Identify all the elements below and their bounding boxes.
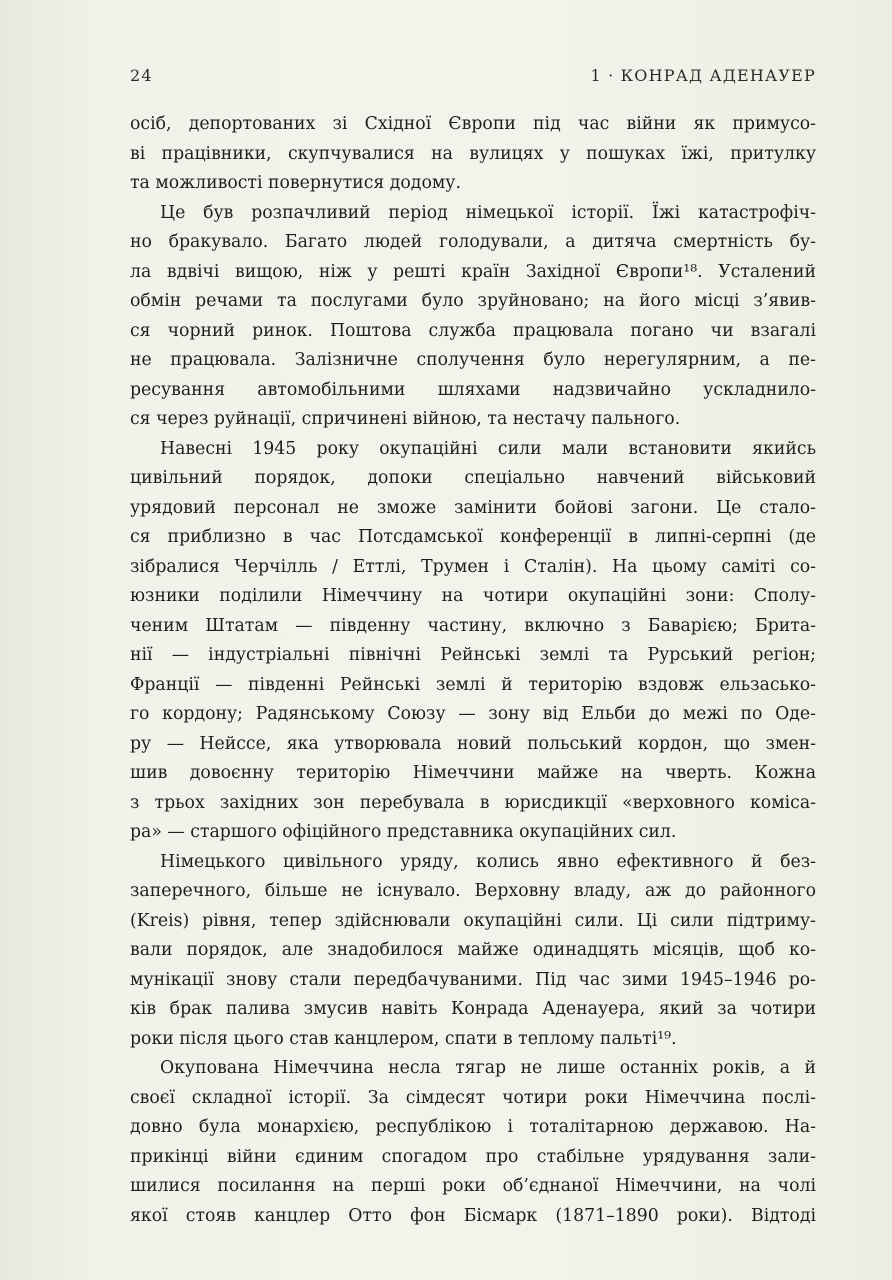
page-number: 24 (130, 66, 153, 85)
text-line: ві працівники, скупчувалися на вулицях у пошуках їжі, притулку (130, 143, 816, 164)
text-line: Навесні 1945 року окупаційні сили мали встановити якийсь (160, 438, 816, 459)
text-line: го кордону; Радянському Союзу — зону від Ельби до межі по Оде- (130, 704, 816, 724)
text-line: та можливості повернутися додому. (130, 173, 461, 193)
text-line: юзники поділили Німеччину на чотири окупаційні зони: Сполу- (130, 586, 816, 606)
text-line: ру — Нейссе, яка утворювала новий польський кордон, що змен- (130, 733, 816, 754)
text-line: зібралися Черчілль / Еттлі, Трумен і Сталін). На цьому саміті со- (130, 556, 816, 577)
body-text (130, 110, 816, 1231)
text-line: (Kreis) рівня, тепер здійснювали окупаційні сили. Ці сили підтриму- (130, 910, 816, 931)
text-line: Окупована Німеччина несла тягар не лише останніх років, а й (160, 1058, 816, 1078)
text-line: мунікації знову стали передбачуваними. Під час зими 1945–1946 ро- (130, 969, 816, 990)
text-line: ченим Штатам — південну частину, включно з Баварією; Брита- (130, 615, 816, 636)
text-line: ся приблизно в час Потсдамської конференції в липні-серпні (де (130, 527, 816, 547)
text-line: обмін речами та послугами було зруйновано; на його місці з’явив- (130, 291, 816, 311)
text-line: ресування автомобільними шляхами надзвичайно ускладнило- (130, 379, 816, 400)
text-line: якої стояв канцлер Отто фон Бісмарк (1871–1890 роки). Відтоді (130, 1205, 816, 1226)
text-line: заперечного, більше не існувало. Верховну владу, аж до районного (130, 881, 816, 901)
text-line: осіб, депортованих зі Східної Європи під час війни як примусо- (130, 114, 816, 134)
text-line: прикінці війни єдиним спогадом про стабільне урядування зали- (130, 1146, 816, 1167)
text-line: урядовий персонал не зможе замінити бойові загони. Це стало- (130, 497, 816, 518)
text-line: шив довоєнну територію Німеччини майже на чверть. Кожна (130, 763, 816, 783)
text-line: шилися посилання на перші роки об’єднаної Німеччини, на чолі (130, 1176, 816, 1196)
text-line: ся чорний ринок. Поштова служба працювала погано чи взагалі (130, 320, 816, 341)
text-line: роки після цього став канцлером, спати в теплому пальті¹⁹. (130, 1028, 677, 1049)
text-line: ків брак палива змусив навіть Конрада Аденауера, який за чотири (130, 999, 816, 1019)
page-header (130, 66, 816, 90)
text-line: ся через руйнації, спричинені війною, та нестачу пального. (130, 409, 681, 429)
text-line: Це був розпачливий період німецької історії. Їжі катастрофіч- (160, 202, 816, 223)
text-line: нії — індустріальні північні Рейнські землі та Рурський регіон; (130, 645, 816, 665)
text-line: цивільний порядок, допоки спеціально навчений військовий (130, 468, 816, 488)
text-line: Франції — південні Рейнські землі й територію вздовж ельзасько- (130, 674, 816, 695)
running-head: 1 · КОНРАД АДЕНАУЕР (590, 66, 816, 85)
text-line: Німецького цивільного уряду, колись явно ефективного й без- (160, 851, 816, 872)
text-line: ла вдвічі вищою, ніж у решті країн Західної Європи¹⁸. Усталений (130, 261, 816, 282)
text-line: з трьох західних зон перебувала в юрисдикції «верховного коміса- (130, 792, 816, 813)
text-line: но бракувало. Багато людей голодували, а дитяча смертність бу- (130, 232, 816, 252)
text-line: довно була монархією, республікою і тоталітарною державою. На- (130, 1117, 816, 1137)
text-line: ра» — старшого офіційного представника окупаційних сил. (130, 822, 677, 842)
text-line: не працювала. Залізничне сполучення було нерегулярним, а пе- (130, 350, 816, 370)
text-line: вали порядок, але знадобилося майже одинадцять місяців, щоб ко- (130, 940, 816, 960)
text-line: своєї складної історії. За сімдесят чотири роки Німеччина послі- (130, 1087, 816, 1108)
